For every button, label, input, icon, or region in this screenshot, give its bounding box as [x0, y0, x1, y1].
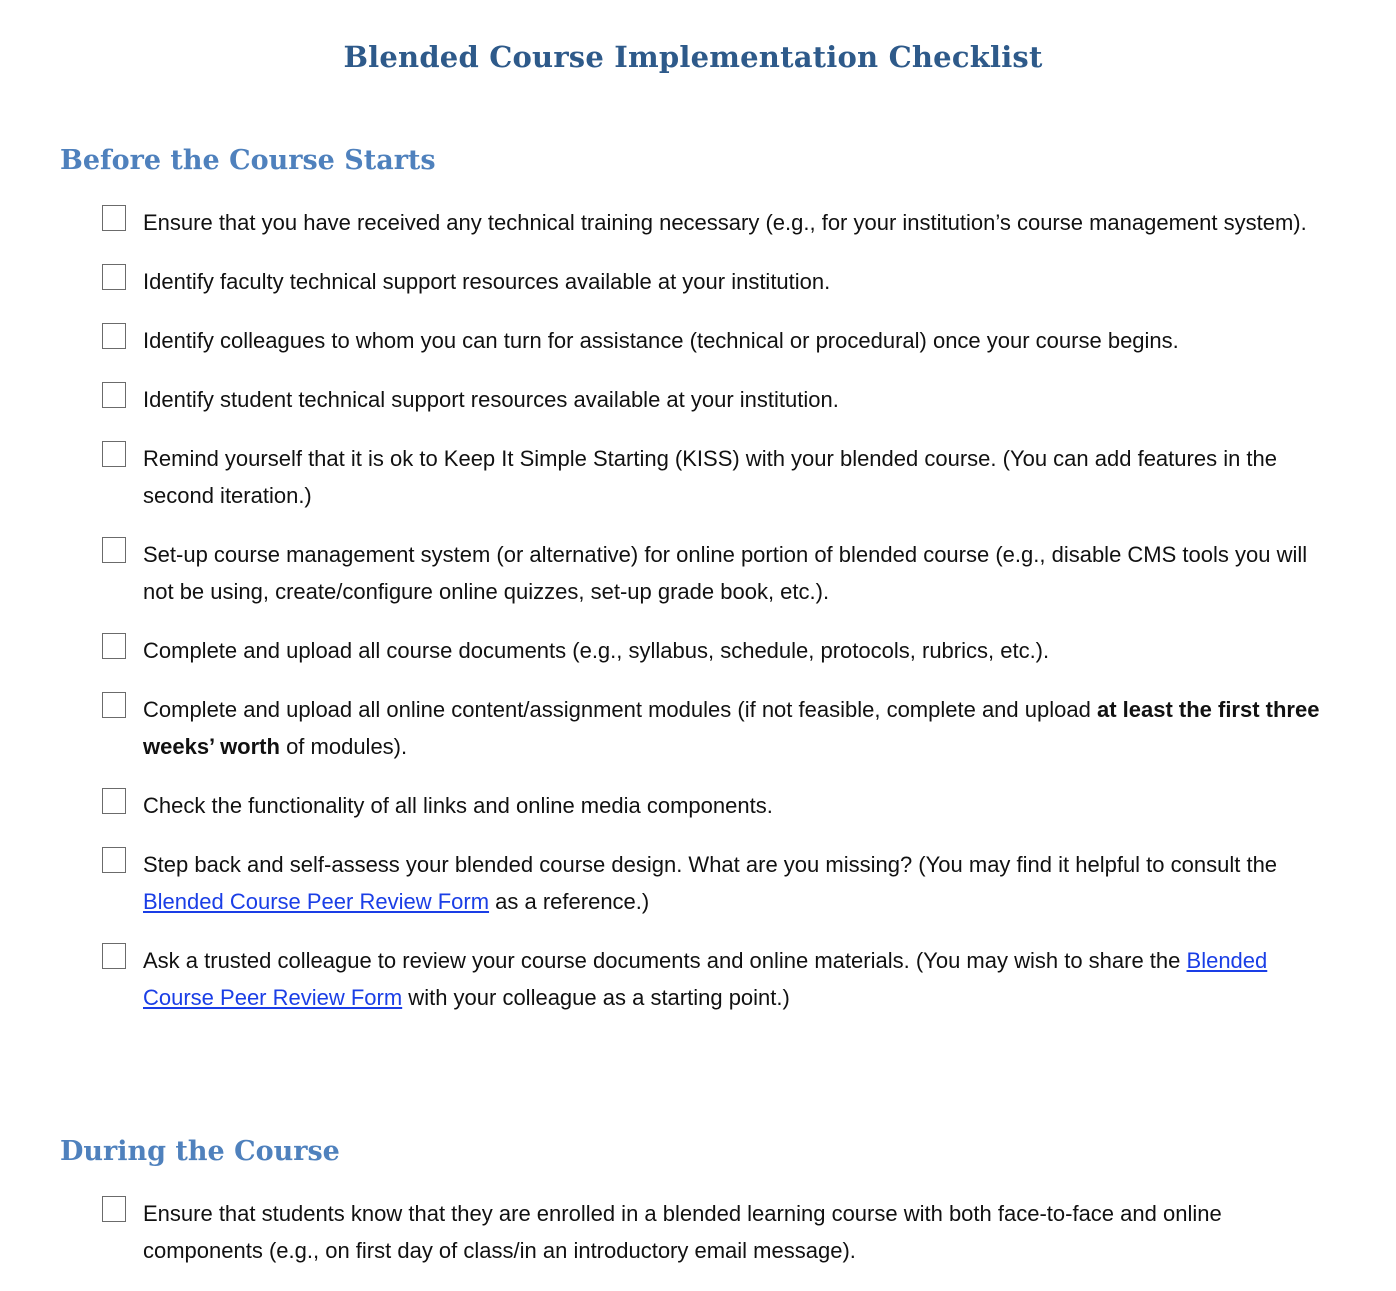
- item-text-bold: at least the first three weeks’ worth: [143, 697, 1320, 759]
- item-text: [143, 697, 1319, 759]
- checklist-item: [100, 536, 1340, 610]
- item-text-after: with your colleague as a starting point.): [402, 985, 790, 1010]
- item-text-before: Ask a trusted colleague to review your course documents and online materials. (You may wish to share the: [143, 948, 1187, 973]
- checkbox[interactable]: [102, 943, 126, 969]
- checkbox[interactable]: [102, 847, 126, 873]
- checklist-before: [100, 204, 1340, 1038]
- checklist-item: [100, 381, 1340, 418]
- item-text: Remind yourself that it is ok to Keep It Simple Starting (KISS) with your blended course. (You can add features in the second iteration.): [143, 446, 1278, 508]
- checklist-item: [100, 1195, 1340, 1269]
- page-title: Blended Course Implementation Checklist: [343, 40, 1043, 74]
- item-text: [143, 852, 1277, 914]
- checklist-item: [100, 322, 1340, 359]
- item-text: Identify colleagues to whom you can turn for assistance (technical or procedural) once your course begins.: [143, 328, 1179, 353]
- item-text: Identify faculty technical support resources available at your institution.: [143, 269, 831, 294]
- checklist-item: [100, 263, 1340, 300]
- section-heading-during: During the Course: [60, 1136, 340, 1167]
- item-text: Ensure that you have received any technical training necessary (e.g., for your institution’s course management system).: [143, 210, 1307, 235]
- checkbox[interactable]: [102, 205, 126, 231]
- section-heading-before: Before the Course Starts: [60, 145, 436, 176]
- checkbox[interactable]: [102, 323, 126, 349]
- checklist-item: [100, 846, 1340, 920]
- item-text-before: Step back and self-assess your blended course design. What are you missing? (You may find it helpful to consult the: [143, 852, 1278, 877]
- item-text-after: of modules).: [279, 734, 408, 759]
- checkbox[interactable]: [102, 382, 126, 408]
- peer-review-form-link[interactable]: Blended Course Peer Review Form: [143, 889, 490, 914]
- checkbox[interactable]: [102, 788, 126, 814]
- item-text: Ensure that students know that they are enrolled in a blended learning course with both face-to-face and online components (e.g., on first day of class/in an introductory email message).: [143, 1201, 1222, 1263]
- item-text: [143, 948, 1267, 1010]
- checklist-item: [100, 632, 1340, 669]
- item-text-after: as a reference.): [489, 889, 650, 914]
- checkbox[interactable]: [102, 1196, 126, 1222]
- checklist-item: [100, 942, 1340, 1016]
- item-text: Identify student technical support resources available at your institution.: [143, 387, 839, 412]
- checkbox[interactable]: [102, 633, 126, 659]
- checklist-item: [100, 440, 1340, 514]
- item-text: Set-up course management system (or alternative) for online portion of blended course (e.g., disable CMS tools you will not be using, create/configure online quizzes, set-up grade book, etc.).: [143, 542, 1308, 604]
- checklist-item: [100, 787, 1340, 824]
- checklist-during: [100, 1195, 1340, 1291]
- checkbox[interactable]: [102, 537, 126, 563]
- item-text: Complete and upload all course documents (e.g., syllabus, schedule, protocols, rubrics, etc.).: [143, 638, 1050, 663]
- checkbox[interactable]: [102, 264, 126, 290]
- checklist-item: [100, 204, 1340, 241]
- item-text-before: Complete and upload all online content/assignment modules (if not feasible, complete and upload: [143, 697, 1097, 722]
- peer-review-form-link[interactable]: Blended Course Peer Review Form: [143, 948, 1268, 1010]
- checkbox[interactable]: [102, 441, 126, 467]
- checklist-item: [100, 691, 1340, 765]
- checkbox[interactable]: [102, 692, 126, 718]
- item-text: Check the functionality of all links and online media components.: [143, 793, 773, 818]
